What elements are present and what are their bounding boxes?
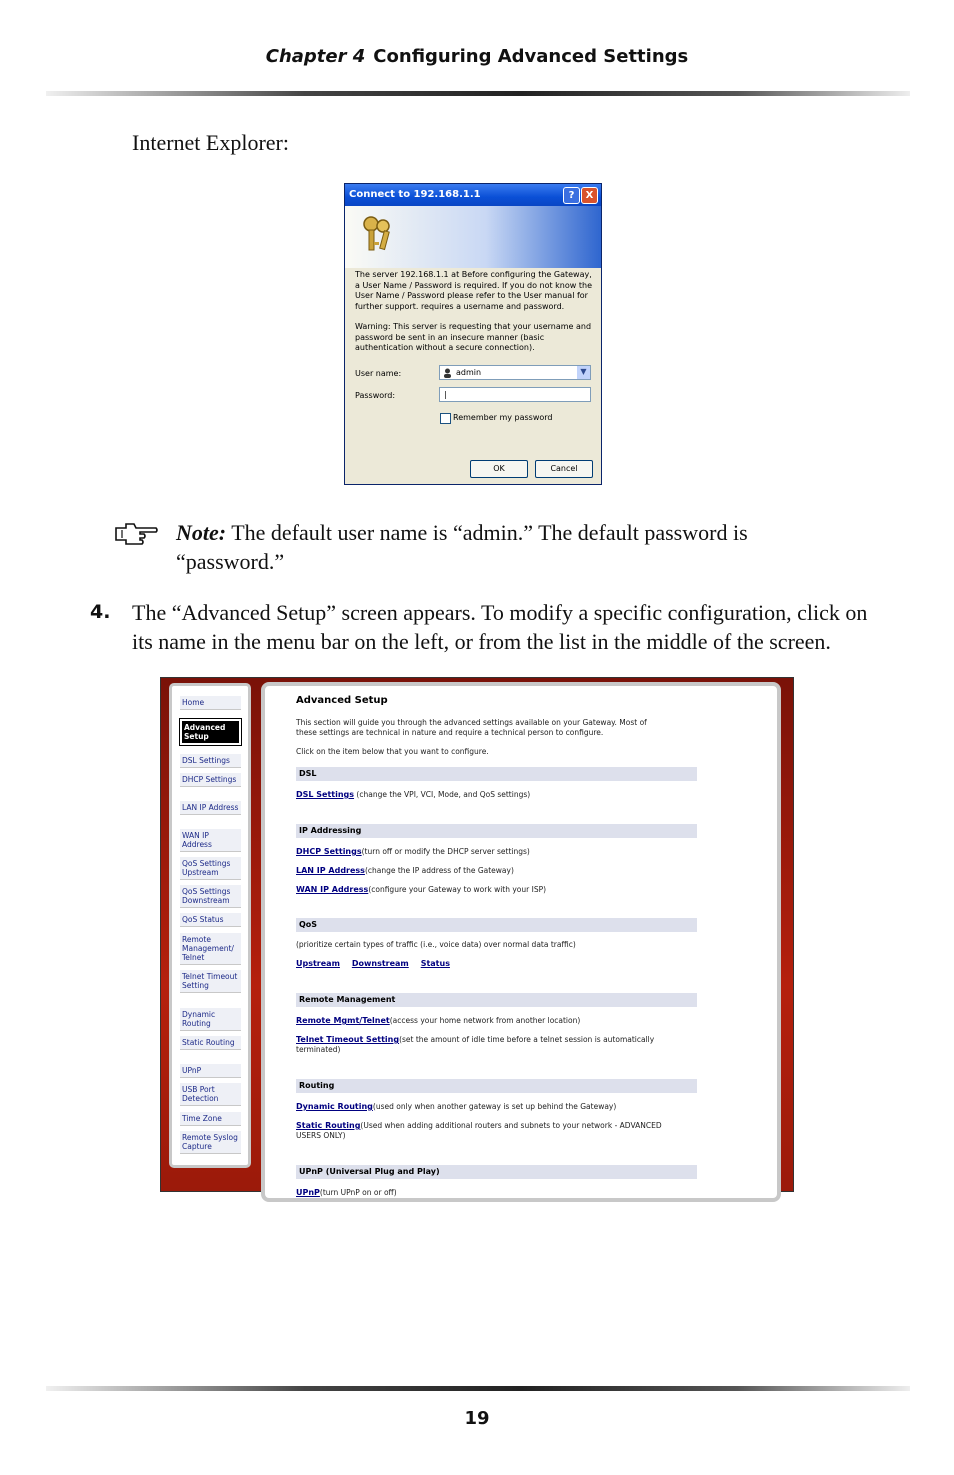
desc-telnet-2: terminated) — [296, 1045, 341, 1054]
row-dsl — [296, 790, 696, 800]
step-line-2: its name in the menu bar on the left, or from the list in the middle of the screen. — [132, 629, 831, 654]
pointing-hand-icon — [114, 520, 160, 548]
intro-text: Internet Explorer: — [132, 130, 289, 155]
link-upstream[interactable]: Upstream — [296, 959, 340, 968]
row-wan — [296, 885, 696, 895]
note-label: Note: — [176, 520, 227, 545]
link-dsl-settings[interactable]: DSL Settings — [296, 790, 355, 799]
page-number: 19 — [464, 1408, 490, 1429]
menu-dynamic-routing[interactable]: Dynamic Routing — [180, 1008, 241, 1031]
chapter-label: Chapter 4 — [265, 46, 366, 67]
login-dialog — [344, 183, 602, 485]
menu-static-routing[interactable]: Static Routing — [180, 1036, 241, 1050]
desc-remote-mgmt: (access your home network from another location) — [389, 1016, 581, 1025]
link-status[interactable]: Status — [420, 959, 450, 968]
desc-lan: (change the IP address of the Gateway) — [364, 866, 514, 875]
link-dhcp-settings[interactable]: DHCP Settings — [296, 847, 362, 856]
menu-dsl-settings[interactable]: DSL Settings — [180, 754, 241, 768]
dialog-warning: Warning: This server is requesting that your username and password be sent in an insecure manner (basic authentication without a secure connection). — [355, 322, 592, 352]
qos-desc: (prioritize certain types of traffic (i.e., voice data) over normal data traffic) — [296, 940, 576, 949]
section-upnp: UPnP (Universal Plug and Play) — [296, 1165, 697, 1179]
section-qos: QoS — [296, 918, 697, 932]
menu-qos-status[interactable]: QoS Status — [180, 913, 241, 927]
note-line-1 — [176, 518, 748, 547]
cancel-button[interactable]: Cancel — [535, 460, 593, 478]
section-routing: Routing — [296, 1079, 697, 1093]
row-static-routing — [296, 1121, 696, 1131]
row-remote-mgmt — [296, 1016, 696, 1026]
menu-time-zone[interactable]: Time Zone — [180, 1112, 241, 1126]
username-value: admin — [456, 368, 482, 377]
desc-telnet: (set the amount of idle time before a telnet session is automatically — [399, 1035, 655, 1044]
link-remote-mgmt[interactable]: Remote Mgmt/Telnet — [296, 1016, 390, 1025]
row-lan — [296, 866, 696, 876]
running-header — [0, 46, 954, 67]
section-remote-management: Remote Management — [296, 993, 697, 1007]
menu-remote-management[interactable]: Remote Management/ Telnet — [180, 933, 241, 965]
menu-wan-ip-address[interactable]: WAN IP Address — [180, 829, 241, 852]
chapter-title: Configuring Advanced Settings — [373, 46, 689, 67]
row-upnp — [296, 1188, 696, 1198]
remember-checkbox[interactable] — [440, 413, 451, 424]
section-ip-addressing: IP Addressing — [296, 824, 697, 838]
user-icon — [443, 368, 452, 378]
step-number: 4. — [90, 601, 111, 623]
dialog-banner — [345, 206, 601, 268]
link-telnet-timeout[interactable]: Telnet Timeout Setting — [296, 1035, 400, 1044]
page-title: Advanced Setup — [296, 695, 388, 706]
dialog-title: Connect to 192.168.1.1 — [349, 189, 481, 200]
link-downstream[interactable]: Downstream — [351, 959, 409, 968]
header-rule — [46, 91, 910, 96]
username-label: User name: — [355, 369, 402, 378]
desc-dynamic: (used only when another gateway is set up behind the Gateway) — [372, 1102, 617, 1111]
help-button[interactable]: ? — [563, 187, 580, 204]
username-field[interactable] — [439, 365, 591, 380]
note-text-1: The default user name is “admin.” The default password is — [231, 520, 748, 545]
link-wan-ip-address[interactable]: WAN IP Address — [296, 885, 369, 894]
footer-rule — [46, 1386, 910, 1391]
menu-telnet-timeout[interactable]: Telnet Timeout Setting — [180, 970, 241, 993]
menu-qos-downstream[interactable]: QoS Settings Downstream — [180, 885, 241, 908]
close-button[interactable]: X — [581, 187, 598, 204]
row-qos-links — [296, 959, 696, 969]
menu-dhcp-settings[interactable]: DHCP Settings — [180, 773, 241, 787]
menu-usb-port-detection[interactable]: USB Port Detection — [180, 1083, 241, 1106]
intro-line-1: This section will guide you through the advanced settings available on your Gateway. Most of — [296, 718, 647, 727]
menu-home[interactable]: Home — [180, 696, 241, 710]
keys-icon — [359, 214, 399, 254]
desc-dsl: (change the VPI, VCI, Mode, and QoS settings) — [354, 790, 531, 799]
row-dhcp — [296, 847, 696, 857]
password-value: | — [444, 390, 447, 399]
desc-wan: (configure your Gateway to work with your ISP) — [368, 885, 547, 894]
desc-dhcp: (turn off or modify the DHCP server settings) — [361, 847, 530, 856]
row-telnet-timeout — [296, 1035, 696, 1045]
menu-upnp[interactable]: UPnP — [180, 1064, 241, 1078]
section-dsl: DSL — [296, 767, 697, 781]
remember-label: Remember my password — [453, 413, 553, 422]
note-line-2: “password.” — [176, 549, 285, 574]
chevron-down-icon[interactable]: ▼ — [577, 366, 590, 379]
link-static-routing[interactable]: Static Routing — [296, 1121, 361, 1130]
menu-qos-upstream[interactable]: QoS Settings Upstream — [180, 857, 241, 880]
password-field[interactable] — [439, 387, 591, 402]
ok-button[interactable]: OK — [470, 460, 528, 478]
link-lan-ip-address[interactable]: LAN IP Address — [296, 866, 365, 875]
row-dynamic-routing — [296, 1102, 696, 1112]
click-instruction: Click on the item below that you want to configure. — [296, 747, 489, 756]
advanced-setup-screenshot — [160, 677, 794, 1197]
menu-advanced-setup[interactable]: Advanced Setup — [180, 719, 241, 745]
menu-remote-syslog[interactable]: Remote Syslog Capture — [180, 1131, 241, 1154]
dialog-message: The server 192.168.1.1 at Before configuring the Gateway, a User Name / Password is required. If you do not know the User Name / Password please refer to the User manual for further support. requires a username and password. — [355, 270, 592, 311]
link-dynamic-routing[interactable]: Dynamic Routing — [296, 1102, 373, 1111]
side-menu — [169, 683, 251, 1168]
dialog-titlebar — [345, 184, 601, 206]
link-upnp[interactable]: UPnP — [296, 1188, 320, 1197]
desc-static-2: USERS ONLY) — [296, 1131, 346, 1140]
desc-upnp: (turn UPnP on or off) — [319, 1188, 397, 1197]
intro-line-2: these settings are technical in nature and require a technical person to configure. — [296, 728, 604, 737]
menu-lan-ip-address[interactable]: LAN IP Address — [180, 801, 241, 815]
desc-static: (Used when adding additional routers and subnets to your network - ADVANCED — [360, 1121, 662, 1130]
step-line-1: The “Advanced Setup” screen appears. To modify a specific configuration, click on — [132, 600, 868, 625]
content-panel — [261, 682, 781, 1202]
password-label: Password: — [355, 391, 396, 400]
